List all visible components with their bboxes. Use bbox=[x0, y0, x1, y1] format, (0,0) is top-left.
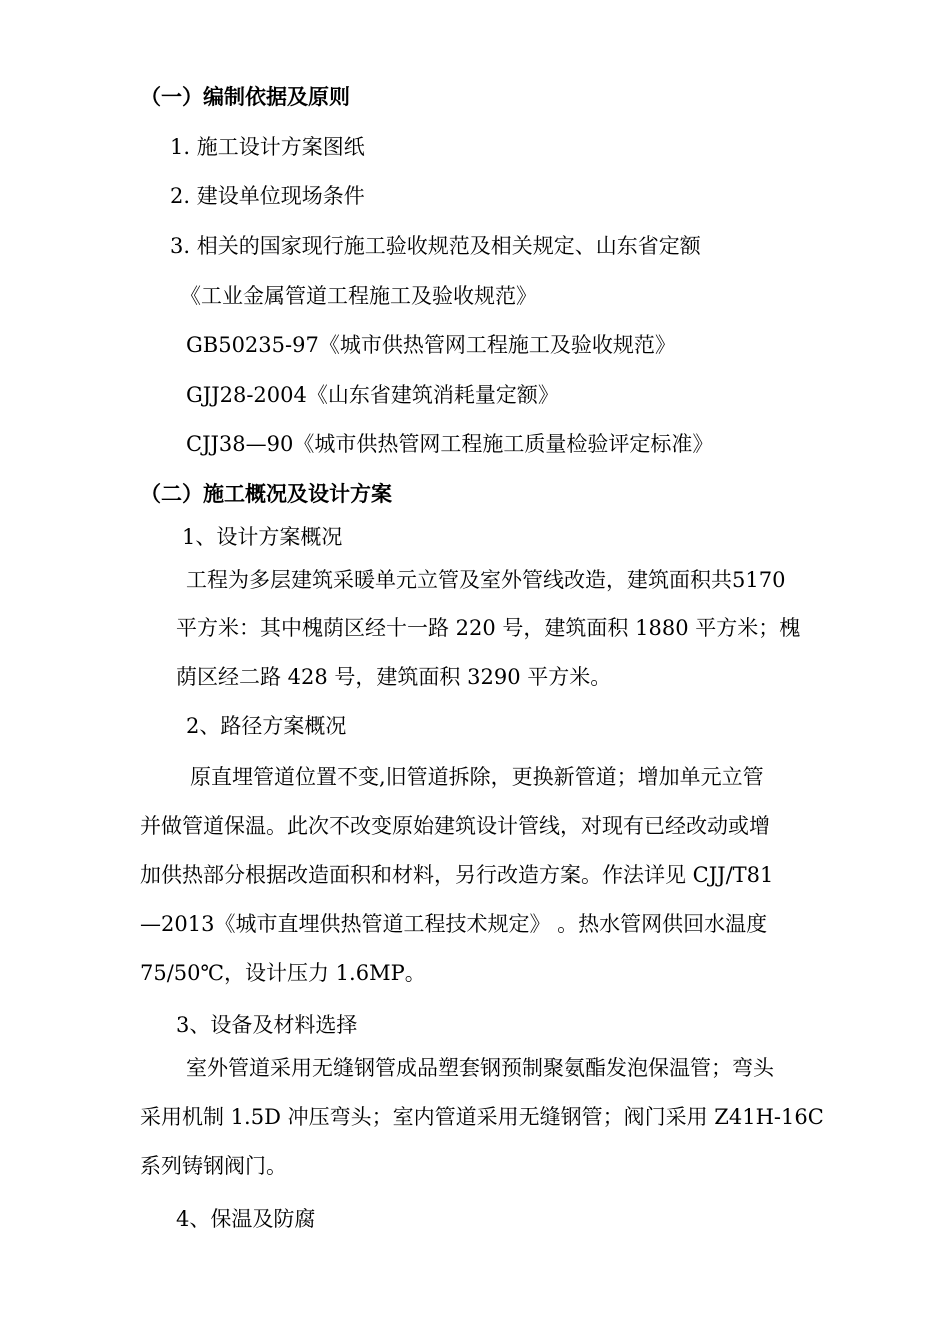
standard-3: GJJ28-2004《山东省建筑消耗量定额》 bbox=[186, 383, 559, 407]
section-heading-overview: （二）施工概况及设计方案 bbox=[140, 482, 392, 506]
basis-item-1: 1. 施工设计方案图纸 bbox=[170, 135, 365, 159]
basis-item-2: 2. 建设单位现场条件 bbox=[170, 184, 365, 208]
standard-4: CJJ38—90《城市供热管网工程施工质量检验评定标准》 bbox=[186, 432, 714, 456]
route-paragraph-line-2: 并做管道保温。此次不改变原始建筑设计管线，对现有已经改动或增 bbox=[140, 814, 770, 838]
sub-title-route: 2、路径方案概况 bbox=[186, 714, 347, 738]
sub-title-design: 1、设计方案概况 bbox=[182, 525, 343, 549]
sub-title-insulation: 4、保温及防腐 bbox=[176, 1207, 316, 1231]
design-paragraph-line-2: 平方米：其中槐荫区经十一路 220 号，建筑面积 1880 平方米；槐 bbox=[176, 616, 801, 640]
standard-1: 《工业金属管道工程施工及验收规范》 bbox=[180, 284, 537, 308]
sub-title-materials: 3、设备及材料选择 bbox=[176, 1013, 358, 1037]
section-heading-basis: （一）编制依据及原则 bbox=[140, 85, 350, 109]
route-paragraph-line-3: 加供热部分根据改造面积和材料，另行改造方案。作法详见 CJJ/T81 bbox=[140, 863, 774, 887]
basis-item-3: 3. 相关的国家现行施工验收规范及相关规定、山东省定额 bbox=[170, 234, 701, 258]
standard-2: GB50235-97《城市供热管网工程施工及验收规范》 bbox=[186, 333, 676, 357]
materials-paragraph-line-3: 系列铸钢阀门。 bbox=[140, 1154, 287, 1178]
route-paragraph-line-5: 75/50℃，设计压力 1.6MP。 bbox=[140, 961, 426, 985]
route-paragraph-line-1: 原直埋管道位置不变,旧管道拆除，更换新管道；增加单元立管 bbox=[190, 765, 764, 789]
materials-paragraph-line-2: 采用机制 1.5D 冲压弯头；室内管道采用无缝钢管；阀门采用 Z41H-16C bbox=[140, 1105, 824, 1129]
materials-paragraph-line-1: 室外管道采用无缝钢管成品塑套钢预制聚氨酯发泡保温管；弯头 bbox=[186, 1056, 774, 1080]
design-paragraph-line-3: 荫区经二路 428 号，建筑面积 3290 平方米。 bbox=[176, 665, 612, 689]
design-paragraph-line-1: 工程为多层建筑采暖单元立管及室外管线改造，建筑面积共5170 bbox=[186, 568, 786, 592]
route-paragraph-line-4: —2013《城市直埋供热管道工程技术规定》 。热水管网供回水温度 bbox=[140, 912, 768, 936]
